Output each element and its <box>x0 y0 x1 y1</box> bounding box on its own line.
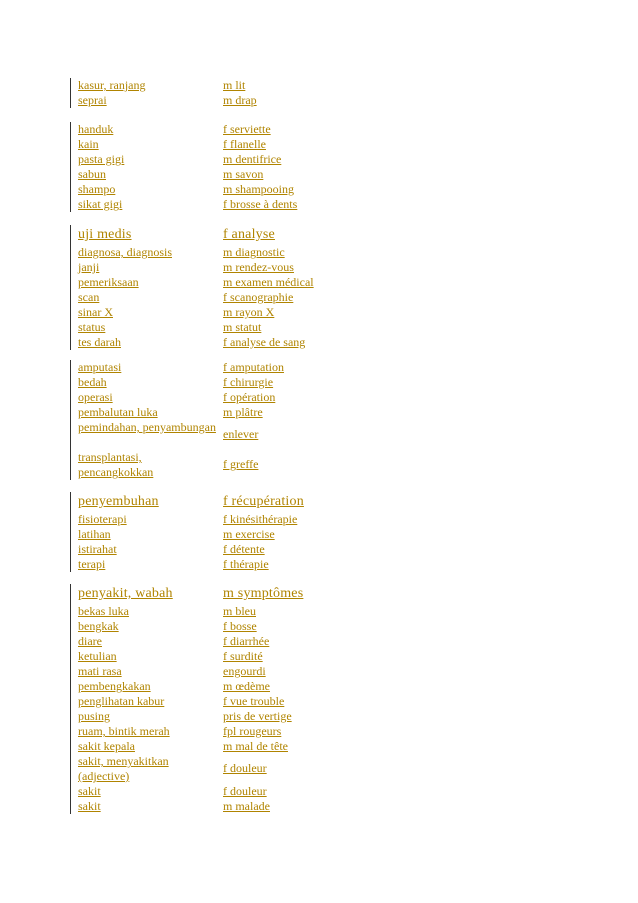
vocab-row <box>71 122 401 137</box>
vocab-row <box>71 260 401 275</box>
vocab-row <box>71 450 401 480</box>
indonesian-term[interactable]: latihan <box>78 527 111 541</box>
indonesian-term[interactable]: transplantasi, pencangkokkan <box>78 450 154 479</box>
french-term[interactable]: f brosse à dents <box>223 197 298 211</box>
vocab-row <box>71 542 401 557</box>
vocab-row <box>71 197 401 212</box>
vocab-row <box>71 420 401 450</box>
french-term[interactable]: m exercise <box>223 527 275 541</box>
indonesian-term[interactable]: terapi <box>78 557 106 571</box>
vocab-row <box>71 679 401 694</box>
french-term[interactable]: f douleur <box>223 784 267 798</box>
french-term[interactable]: f amputation <box>223 360 284 374</box>
section-heading-row <box>71 225 401 245</box>
french-term[interactable]: enlever <box>223 427 259 441</box>
indonesian-term[interactable]: bedah <box>78 375 107 389</box>
vocab-row <box>71 739 401 754</box>
indonesian-term[interactable]: tes darah <box>78 335 121 349</box>
french-term[interactable]: engourdi <box>223 664 266 678</box>
french-term[interactable]: m bleu <box>223 604 256 618</box>
french-term[interactable]: f douleur <box>223 761 267 775</box>
french-term[interactable]: m plâtre <box>223 405 263 419</box>
french-term[interactable]: f serviette <box>223 122 271 136</box>
vocab-row <box>71 375 401 390</box>
indonesian-term[interactable]: sinar X <box>78 305 113 319</box>
indonesian-term[interactable]: operasi <box>78 390 113 404</box>
indonesian-term[interactable]: seprai <box>78 93 107 107</box>
vocab-row <box>71 78 401 93</box>
indonesian-term[interactable]: sakit, menyakitkan (adjective) <box>78 754 169 783</box>
french-term[interactable]: fpl rougeurs <box>223 724 282 738</box>
french-term[interactable]: f bosse <box>223 619 257 633</box>
french-term[interactable]: f opération <box>223 390 276 404</box>
french-term[interactable]: f scanographie <box>223 290 294 304</box>
indonesian-term[interactable]: diagnosa, diagnosis <box>78 245 172 259</box>
section-heading-french[interactable]: f récupération <box>223 494 304 509</box>
french-term[interactable]: f vue trouble <box>223 694 285 708</box>
vocab-row <box>71 137 401 152</box>
french-term[interactable]: m malade <box>223 799 270 813</box>
indonesian-term[interactable]: pembengkakan <box>78 679 151 693</box>
vocab-row <box>71 390 401 405</box>
indonesian-term[interactable]: penglihatan kabur <box>78 694 165 708</box>
vocab-row <box>71 799 401 814</box>
section-heading-indonesian[interactable]: penyakit, wabah <box>78 586 173 601</box>
indonesian-term[interactable]: pemindahan, penyambungan <box>78 420 216 434</box>
indonesian-term[interactable]: bekas luka <box>78 604 129 618</box>
vocab-row <box>71 305 401 320</box>
vocab-row <box>71 754 401 784</box>
french-term[interactable]: m œdème <box>223 679 270 693</box>
french-term[interactable]: f analyse de sang <box>223 335 306 349</box>
vocab-row <box>71 335 401 350</box>
vocab-row <box>71 290 401 305</box>
french-term[interactable]: f kinésithérapie <box>223 512 298 526</box>
vocab-row <box>71 634 401 649</box>
indonesian-term[interactable]: shampo <box>78 182 116 196</box>
french-term[interactable]: m mal de tête <box>223 739 288 753</box>
indonesian-term[interactable]: sakit <box>78 799 101 813</box>
french-term[interactable]: m dentifrice <box>223 152 282 166</box>
vocab-row <box>71 709 401 724</box>
vocab-group-recovery <box>70 492 401 572</box>
indonesian-term[interactable]: ruam, bintik merah <box>78 724 170 738</box>
vocab-row <box>71 405 401 420</box>
vocab-row <box>71 275 401 290</box>
indonesian-term[interactable]: janji <box>78 260 100 274</box>
indonesian-term[interactable]: istirahat <box>78 542 117 556</box>
vocab-row <box>71 527 401 542</box>
indonesian-term[interactable]: mati rasa <box>78 664 122 678</box>
section-heading-row <box>71 584 401 604</box>
vocab-group-surgery <box>70 360 401 480</box>
section-heading-french[interactable]: m symptômes <box>223 586 304 601</box>
indonesian-term[interactable]: handuk <box>78 122 114 136</box>
section-heading-row <box>71 492 401 512</box>
indonesian-term[interactable]: sabun <box>78 167 106 181</box>
indonesian-term[interactable]: ketulian <box>78 649 117 663</box>
vocab-row <box>71 649 401 664</box>
french-term[interactable]: m diagnostic <box>223 245 285 259</box>
french-term[interactable]: f thérapie <box>223 557 269 571</box>
indonesian-term[interactable]: status <box>78 320 106 334</box>
vocab-group-toiletries <box>70 122 401 212</box>
indonesian-term[interactable]: bengkak <box>78 619 119 633</box>
indonesian-term[interactable]: fisioterapi <box>78 512 127 526</box>
vocab-row <box>71 619 401 634</box>
vocab-row <box>71 724 401 739</box>
vocab-row <box>71 320 401 335</box>
vocab-row <box>71 360 401 375</box>
french-term[interactable]: f diarrhée <box>223 634 270 648</box>
vocab-row <box>71 152 401 167</box>
indonesian-term[interactable]: pemeriksaan <box>78 275 139 289</box>
french-term[interactable]: f greffe <box>223 457 259 471</box>
vocab-row <box>71 245 401 260</box>
vocab-row <box>71 93 401 108</box>
french-term[interactable]: pris de vertige <box>223 709 292 723</box>
indonesian-term[interactable]: pembalutan luka <box>78 405 158 419</box>
vocab-row <box>71 167 401 182</box>
french-term[interactable]: m examen médical <box>223 275 314 289</box>
indonesian-term[interactable]: kasur, ranjang <box>78 78 146 92</box>
indonesian-term[interactable]: sakit <box>78 784 101 798</box>
indonesian-term[interactable]: pasta gigi <box>78 152 125 166</box>
vocab-row <box>71 512 401 527</box>
section-heading-indonesian[interactable]: penyembuhan <box>78 494 159 509</box>
vocab-row <box>71 694 401 709</box>
section-heading-indonesian[interactable]: uji medis <box>78 227 132 242</box>
indonesian-term[interactable]: pusing <box>78 709 111 723</box>
french-term[interactable]: m lit <box>223 78 246 92</box>
vocab-row <box>71 784 401 799</box>
vocab-group-illness <box>70 584 401 814</box>
indonesian-term[interactable]: scan <box>78 290 100 304</box>
indonesian-term[interactable]: sakit kepala <box>78 739 135 753</box>
french-term[interactable]: m savon <box>223 167 264 181</box>
french-term[interactable]: m rendez-vous <box>223 260 294 274</box>
indonesian-term[interactable]: sikat gigi <box>78 197 123 211</box>
french-term[interactable]: f flanelle <box>223 137 266 151</box>
french-term[interactable]: f détente <box>223 542 265 556</box>
section-heading-french[interactable]: f analyse <box>223 227 275 242</box>
french-term[interactable]: f surdité <box>223 649 263 663</box>
french-term[interactable]: m shampooing <box>223 182 294 196</box>
indonesian-term[interactable]: kain <box>78 137 99 151</box>
indonesian-term[interactable]: amputasi <box>78 360 122 374</box>
vocab-row <box>71 557 401 572</box>
indonesian-term[interactable]: diare <box>78 634 102 648</box>
french-term[interactable]: m rayon X <box>223 305 275 319</box>
french-term[interactable]: f chirurgie <box>223 375 274 389</box>
french-term[interactable]: m drap <box>223 93 257 107</box>
french-term[interactable]: m statut <box>223 320 262 334</box>
vocab-row <box>71 664 401 679</box>
vocab-group-medical-tests <box>70 225 401 350</box>
vocab-row <box>71 604 401 619</box>
vocab-group-bed <box>70 78 401 108</box>
vocab-row <box>71 182 401 197</box>
